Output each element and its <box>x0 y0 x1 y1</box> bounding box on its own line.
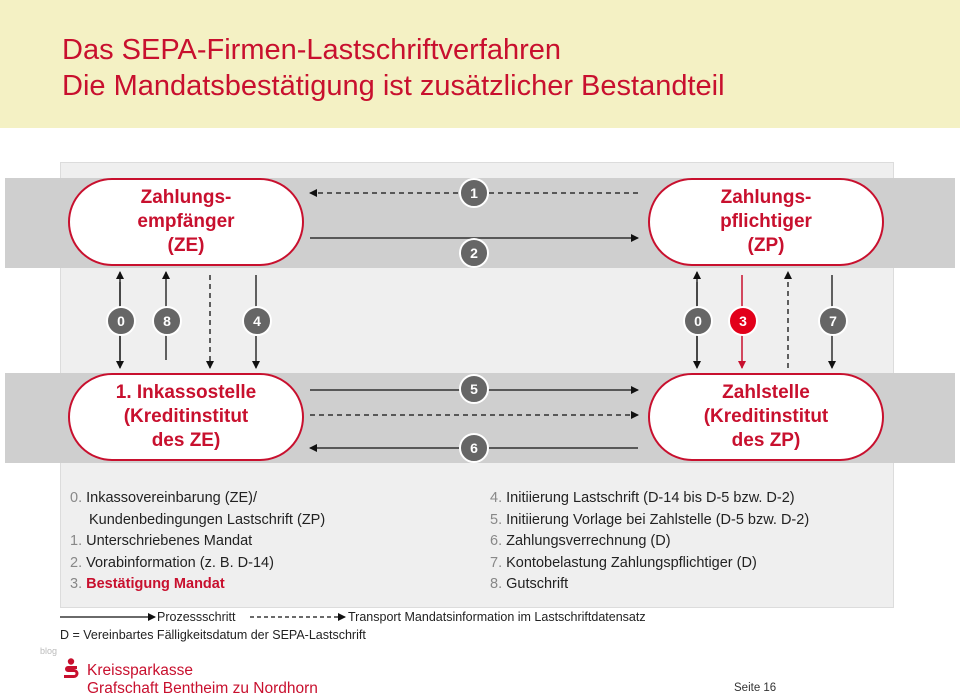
node-zp-line3: (ZP) <box>747 235 785 256</box>
legend-num: 8. <box>490 576 503 592</box>
node-zahlstelle-line1: Zahlstelle <box>722 382 810 403</box>
legend-num: 6. <box>490 533 503 549</box>
legend-item-2 <box>70 553 325 575</box>
sparkasse-logo-icon <box>62 658 80 680</box>
legend-left <box>70 488 325 596</box>
node-zahlungsempfaenger <box>68 178 304 266</box>
legend-item-8 <box>490 574 809 596</box>
legend-item-4 <box>490 488 809 510</box>
legend-num: 0. <box>70 490 83 506</box>
badge-left-4: 4 <box>242 306 272 336</box>
legend-text: Zahlungsverrechnung (D) <box>506 533 671 549</box>
legend-text: Gutschrift <box>506 576 569 592</box>
legend-num: 4. <box>490 490 503 506</box>
legend-text-highlight: Bestätigung Mandat <box>86 576 225 592</box>
legend-right <box>490 488 809 596</box>
legend-num: 1. <box>70 533 83 549</box>
brand-line-1: Kreissparkasse <box>87 662 193 679</box>
title-line-1: Das SEPA-Firmen-Lastschriftverfahren <box>62 34 562 66</box>
legend-num: 2. <box>70 554 83 571</box>
brand-line-2: Grafschaft Bentheim zu Nordhorn <box>87 680 318 697</box>
node-ze-line1: Zahlungs- <box>140 187 232 208</box>
legend-num: 7. <box>490 554 503 571</box>
node-inkasso-line3: des ZE) <box>151 430 221 451</box>
node-zahlungspflichtiger <box>648 178 884 266</box>
legend-text: Unterschriebenes Mandat <box>86 533 253 549</box>
badge-2: 2 <box>459 238 489 268</box>
legend-text: Initiierung Lastschrift (D-14 bis D-5 bzw. D-2) <box>506 490 795 506</box>
node-inkasso-line2: (Kreditinstitut <box>123 406 249 427</box>
key-dashed-label: Transport Mandatsinformation im Lastschriftdatensatz <box>348 610 646 624</box>
legend-text: Kundenbedingungen Lastschrift (ZP) <box>89 511 326 528</box>
legend-text: Inkassovereinbarung (ZE)/ <box>86 490 257 506</box>
legend-num: 5. <box>490 511 503 528</box>
legend-num: 3. <box>70 576 83 592</box>
badge-right-0: 0 <box>683 306 713 336</box>
badge-1: 1 <box>459 178 489 208</box>
node-zahlstelle-line2: (Kreditinstitut <box>703 406 829 427</box>
legend-item-3 <box>70 574 325 596</box>
key-solid-label: Prozessschritt <box>157 610 236 624</box>
node-zp-line2: pflichtiger <box>720 211 812 232</box>
node-inkasso-line1: 1. Inkassostelle <box>115 382 257 403</box>
badge-right-7: 7 <box>818 306 848 336</box>
node-zahlstelle <box>648 373 884 461</box>
badge-5: 5 <box>459 374 489 404</box>
legend-text: Vorabinformation (z. B. D-14) <box>86 554 274 571</box>
legend-item-1 <box>70 531 325 553</box>
node-zahlstelle-line3: des ZP) <box>731 430 801 451</box>
legend-text: Kontobelastung Zahlungspflichtiger (D) <box>506 554 757 571</box>
node-ze-line2: empfänger <box>137 211 235 232</box>
legend-text: Initiierung Vorlage bei Zahlstelle (D-5 bzw. D-2) <box>506 511 810 528</box>
legend-item-6 <box>490 531 809 553</box>
legend-item-5 <box>490 510 809 532</box>
title-line-2: Die Mandatsbestätigung ist zusätzlicher Bestandteil <box>62 70 725 102</box>
legend-item-7 <box>490 553 809 575</box>
node-inkassostelle <box>68 373 304 461</box>
watermark: blog <box>40 646 58 656</box>
badge-left-0: 0 <box>106 306 136 336</box>
page-number: Seite 16 <box>734 682 777 694</box>
legend-item-0b <box>70 510 325 532</box>
node-ze-line3: (ZE) <box>167 235 205 256</box>
badge-left-8: 8 <box>152 306 182 336</box>
d-note: D = Vereinbartes Fälligkeitsdatum der SEPA-Lastschrift <box>60 628 366 642</box>
badge-6: 6 <box>459 433 489 463</box>
legend-item-0 <box>70 488 325 510</box>
node-zp-line1: Zahlungs- <box>720 187 812 208</box>
badge-right-3: 3 <box>728 306 758 336</box>
